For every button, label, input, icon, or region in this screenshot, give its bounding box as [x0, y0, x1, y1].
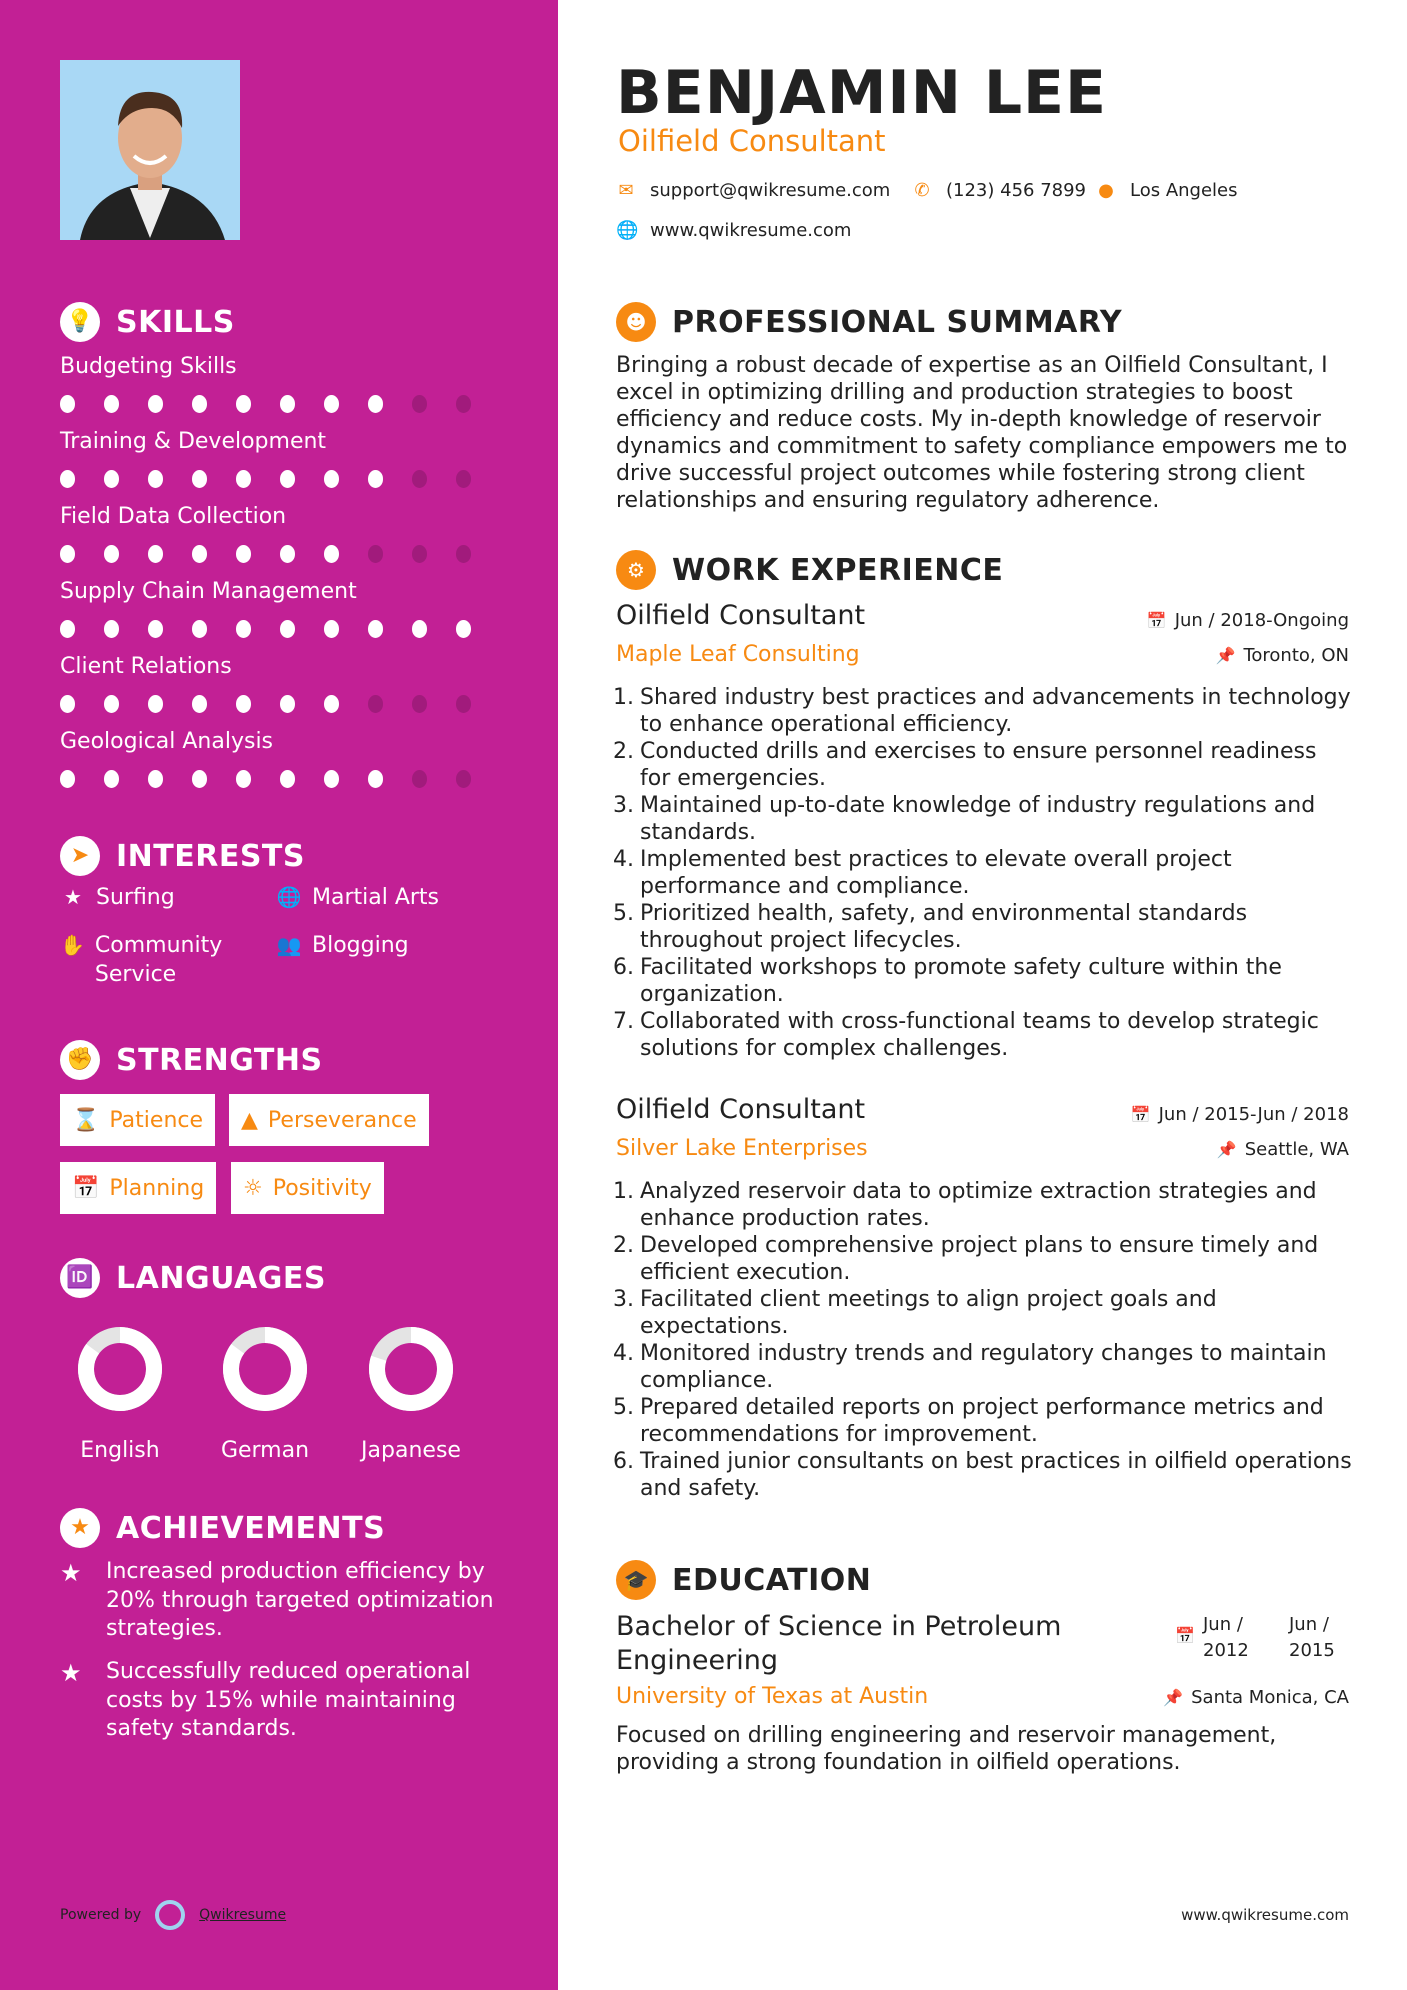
achievement-item: ★ Increased production efficiency by 20% through targeted optimization strategies.	[60, 1558, 500, 1644]
languages-heading: 🆔 LANGUAGES	[60, 1258, 326, 1298]
education-heading: 🎓 EDUCATION	[616, 1560, 871, 1600]
language-name: German	[220, 1438, 310, 1463]
rating-dot	[192, 695, 207, 713]
skill-rating	[60, 545, 500, 563]
job-bullet: 4. Monitored industry trends and regulatory changes to maintain compliance.	[613, 1341, 1327, 1393]
strength-badge: ⌛ Patience	[60, 1094, 215, 1146]
rating-dot	[60, 620, 75, 638]
rating-dot	[148, 395, 163, 413]
calendar-icon: 📅	[1175, 1626, 1195, 1645]
rating-dot	[236, 770, 251, 788]
rating-dot	[192, 395, 207, 413]
star-icon: ★	[64, 885, 82, 909]
calendar-icon: 📅	[1146, 611, 1167, 630]
rating-dot	[148, 770, 163, 788]
rating-dot	[368, 545, 383, 563]
rating-dot	[412, 620, 427, 638]
email-contact	[616, 180, 890, 201]
rating-dot	[456, 695, 471, 713]
rating-dot	[148, 470, 163, 488]
rating-dot	[192, 545, 207, 563]
rating-dot	[60, 770, 75, 788]
interest-item: 👥 Blogging	[276, 933, 409, 958]
medal-icon: ★	[60, 1508, 100, 1548]
job-bullet: 2. Developed comprehensive project plans to ensure timely and efficient execution.	[613, 1233, 1319, 1285]
rating-dot	[148, 545, 163, 563]
rating-dot	[412, 695, 427, 713]
lightbulb-icon: 💡	[60, 302, 100, 342]
phone-contact: ✆ (123) 456 7899	[912, 180, 1086, 201]
rating-dot	[368, 695, 383, 713]
calendar-icon: 📅	[72, 1175, 100, 1201]
rating-dot	[324, 695, 339, 713]
rating-dot	[412, 545, 427, 563]
summary-heading: ☻ PROFESSIONAL SUMMARY	[616, 302, 1122, 342]
rating-dot	[280, 770, 295, 788]
job-bullets	[612, 1178, 1352, 1502]
language-item	[351, 1324, 471, 1463]
education-location: 📌 Santa Monica, CA	[1163, 1687, 1349, 1708]
rating-dot	[236, 470, 251, 488]
map-pin-icon: ●	[1098, 180, 1114, 201]
globe-icon: 🌐	[616, 220, 639, 241]
road-icon: ▲	[241, 1107, 258, 1133]
rating-dot	[280, 695, 295, 713]
language-icon: 🆔	[60, 1258, 100, 1298]
location-contact: ● Los Angeles	[1096, 180, 1238, 201]
rating-dot	[148, 620, 163, 638]
rating-dot	[104, 695, 119, 713]
users-icon: 👥	[276, 933, 302, 957]
candidate-name: BENJAMIN LEE	[616, 58, 1108, 128]
strength-badge: ☼ Positivity	[231, 1162, 384, 1214]
skill-name: Client Relations	[60, 654, 232, 679]
rating-dot	[60, 695, 75, 713]
skill-rating	[60, 395, 500, 413]
rating-dot	[60, 470, 75, 488]
rating-dot	[324, 770, 339, 788]
skill-rating	[60, 620, 500, 638]
strength-badge: ▲ Perseverance	[229, 1094, 429, 1146]
rating-dot	[456, 470, 471, 488]
phone-icon: ✆	[914, 180, 930, 201]
language-item	[60, 1324, 180, 1463]
rating-dot	[236, 695, 251, 713]
skill-rating	[60, 470, 500, 488]
rating-dot	[104, 545, 119, 563]
company-name: Maple Leaf Consulting	[616, 642, 860, 667]
skill-item	[60, 729, 500, 788]
sun-icon: ☼	[243, 1175, 263, 1201]
rating-dot	[412, 470, 427, 488]
job-bullet: 6. Facilitated workshops to promote safety culture within the organization.	[613, 955, 1282, 1007]
skill-name: Field Data Collection	[60, 504, 287, 529]
envelope-icon: ✉	[618, 180, 634, 201]
pin-icon: 📌	[1216, 1140, 1237, 1159]
language-name: English	[80, 1438, 160, 1463]
hourglass-icon: ⌛	[72, 1107, 100, 1133]
job-bullet: 1. Shared industry best practices and advancements in technology to enhance operational efficiency.	[613, 685, 1351, 737]
rating-dot	[280, 545, 295, 563]
job-bullet: 1. Analyzed reservoir data to optimize extraction strategies and enhance production rates.	[613, 1179, 1317, 1231]
rating-dot	[456, 620, 471, 638]
rating-dot	[324, 620, 339, 638]
skill-name: Supply Chain Management	[60, 579, 357, 604]
achievements-heading: ★ ACHIEVEMENTS	[60, 1508, 385, 1548]
experience-heading: ⚙ WORK EXPERIENCE	[616, 550, 1003, 590]
rating-dot	[236, 395, 251, 413]
fist-icon: ✊	[60, 1040, 100, 1080]
strengths-heading: ✊ STRENGTHS	[60, 1040, 323, 1080]
job-location: 📌 Toronto, ON	[1215, 645, 1349, 666]
job-bullet: 5. Prepared detailed reports on project performance metrics and recommendations for improvement.	[613, 1395, 1324, 1447]
rating-dot	[236, 545, 251, 563]
skill-item	[60, 429, 500, 488]
shooting-star-icon: ★	[60, 1559, 82, 1587]
website-link[interactable]: www.qwikresume.com	[650, 220, 852, 241]
rating-dot	[280, 395, 295, 413]
rating-dot	[412, 770, 427, 788]
rating-dot	[324, 470, 339, 488]
paper-plane-icon: ➤	[60, 836, 100, 876]
education-text: Focused on drilling engineering and reservoir management, providing a strong foundation in oilfield operations.	[616, 1723, 1277, 1775]
skill-item	[60, 504, 500, 563]
job-title: Oilfield Consultant	[616, 1094, 866, 1125]
qwikresume-link[interactable]: Qwikresume	[199, 1907, 287, 1923]
sidebar	[0, 0, 558, 1990]
job-bullet: 5. Prioritized health, safety, and environmental standards throughout project lifecycles.	[613, 901, 1248, 953]
shooting-star-icon: ★	[60, 1659, 82, 1687]
language-level-donut	[75, 1324, 165, 1414]
skill-name: Geological Analysis	[60, 729, 274, 754]
language-name: Japanese	[361, 1438, 461, 1463]
profile-photo	[60, 60, 240, 240]
skill-item	[60, 654, 500, 713]
rating-dot	[412, 395, 427, 413]
qwikresume-logo-icon	[155, 1900, 185, 1930]
skill-item	[60, 579, 500, 638]
job-dates: 📅 Jun / 2018-Ongoing	[1146, 610, 1349, 631]
job-bullet: 2. Conducted drills and exercises to ensure personnel readiness for emergencies.	[613, 739, 1317, 791]
interest-item: 🌐 Martial Arts	[276, 885, 440, 910]
rating-dot	[456, 545, 471, 563]
interests-heading: ➤ INTERESTS	[60, 836, 305, 876]
rating-dot	[280, 470, 295, 488]
graduation-cap-icon: 🎓	[616, 1560, 656, 1600]
rating-dot	[368, 620, 383, 638]
skills-heading: 💡 SKILLS	[60, 302, 235, 342]
language-item	[205, 1324, 325, 1463]
powered-by: Powered by Qwikresume	[60, 1900, 286, 1930]
pin-icon: 📌	[1215, 646, 1236, 665]
job-bullet: 7. Collaborated with cross-functional teams to develop strategic solutions for complex challenges.	[613, 1009, 1319, 1061]
interest-item: ✋ Community Service	[60, 933, 223, 987]
job-title: Oilfield Consultant	[616, 600, 866, 631]
rating-dot	[104, 470, 119, 488]
rating-dot	[104, 770, 119, 788]
interest-item: ★ Surfing	[60, 884, 175, 913]
rating-dot	[60, 545, 75, 563]
job-bullet: 3. Facilitated client meetings to align project goals and expectations.	[613, 1287, 1217, 1339]
rating-dot	[60, 395, 75, 413]
job-dates: 📅 Jun / 2015-Jun / 2018	[1130, 1104, 1349, 1125]
briefcase-icon: ⚙	[616, 550, 656, 590]
rating-dot	[324, 545, 339, 563]
job-bullet: 6. Trained junior consultants on best practices in oilfield operations and safety.	[613, 1449, 1352, 1501]
rating-dot	[192, 620, 207, 638]
skill-name: Training & Development	[60, 429, 327, 454]
rating-dot	[148, 695, 163, 713]
rating-dot	[456, 395, 471, 413]
job-bullets	[612, 684, 1352, 1062]
strength-badge: 📅 Planning	[60, 1162, 216, 1214]
email-link[interactable]: support@qwikresume.com	[650, 180, 891, 201]
pin-icon: 📌	[1163, 1688, 1184, 1707]
language-level-donut	[220, 1324, 310, 1414]
achievement-item: ★ Successfully reduced operational costs by 15% while maintaining safety standards.	[60, 1658, 500, 1744]
hand-icon: ✋	[60, 933, 85, 957]
skill-rating	[60, 770, 500, 788]
rating-dot	[236, 620, 251, 638]
user-icon: ☻	[616, 302, 656, 342]
candidate-role: Oilfield Consultant	[618, 124, 886, 158]
skill-item	[60, 354, 500, 413]
company-name: Silver Lake Enterprises	[616, 1136, 868, 1161]
rating-dot	[324, 395, 339, 413]
job-bullet: 4. Implemented best practices to elevate overall project performance and compliance.	[613, 847, 1232, 899]
job-bullet: 3. Maintained up-to-date knowledge of industry regulations and standards.	[613, 793, 1316, 845]
rating-dot	[104, 395, 119, 413]
school-name: University of Texas at Austin	[616, 1684, 929, 1709]
skill-name: Budgeting Skills	[60, 354, 237, 379]
rating-dot	[368, 770, 383, 788]
rating-dot	[368, 470, 383, 488]
language-level-donut	[366, 1324, 456, 1414]
degree-title: Bachelor of Science in Petroleum Engineering	[616, 1611, 1062, 1676]
education-dates: 📅 Jun / 2012 Jun / 2015	[1175, 1614, 1335, 1661]
rating-dot	[192, 470, 207, 488]
globe-icon: 🌐	[276, 885, 302, 909]
rating-dot	[456, 770, 471, 788]
website-contact	[616, 220, 851, 241]
skill-rating	[60, 695, 500, 713]
rating-dot	[192, 770, 207, 788]
calendar-icon: 📅	[1130, 1105, 1151, 1124]
rating-dot	[280, 620, 295, 638]
rating-dot	[104, 620, 119, 638]
job-location: 📌 Seattle, WA	[1216, 1139, 1349, 1160]
summary-text: Bringing a robust decade of expertise as an Oilfield Consultant, I excel in optimizing drilling and production strategies to boost efficiency and reduce costs. My in-depth knowledge of reservoir dynamics and commitment to safety compliance empowers me to drive successful project outcomes while fostering strong client relationships and ensuring regulatory adherence.	[616, 353, 1348, 513]
rating-dot	[368, 395, 383, 413]
footer-website-link[interactable]: www.qwikresume.com	[1181, 1906, 1349, 1924]
